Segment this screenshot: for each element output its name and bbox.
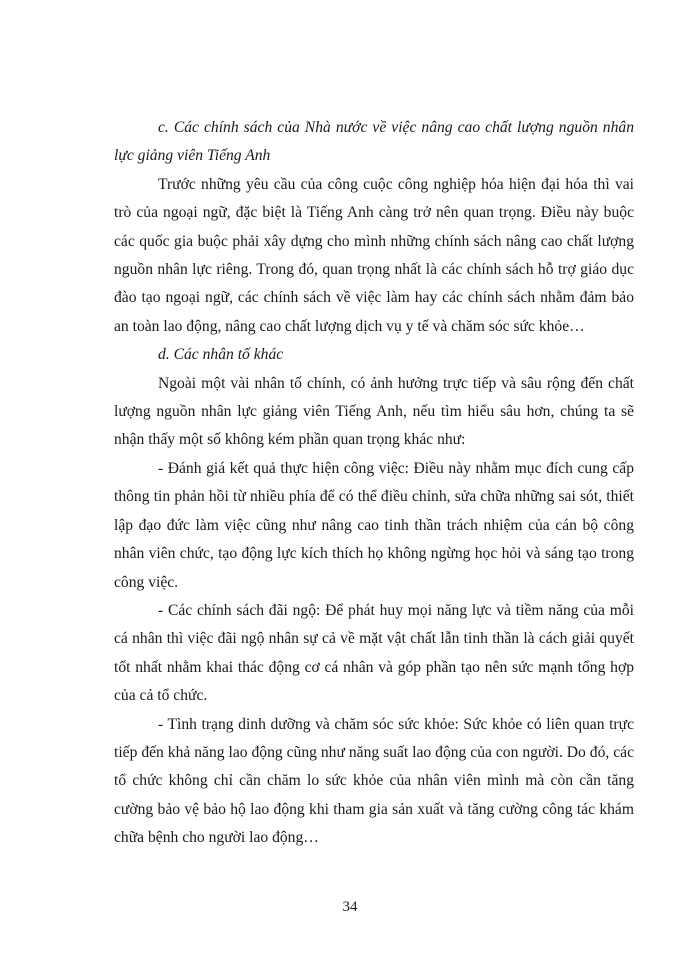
section-d-heading: d. Các nhân tố khác (158, 346, 284, 364)
section-d-item-health: - Tình trạng dinh dưỡng và chăm sóc sức khỏe: Sức khỏe có liên quan trực tiếp đến khả năng lao động cũng như năng suất lao động của con người. Do đó, các tổ chức không chỉ cần chăm lo sức khỏe của nhân viên mình mà còn cần tăng cường bảo vệ bảo hộ lao động khi tham gia sản xuất và tăng cường công tác khám chữa bệnh cho người lao động… (114, 715, 634, 847)
section-c-heading: c. Các chính sách của Nhà nước về việc nâng cao chất lượng nguồn nhân lực giảng viên Tiếng Anh (114, 119, 634, 165)
section-d-item-remuneration: - Các chính sách đãi ngộ: Để phát huy mọi năng lực và tiềm năng của mỗi cá nhân thì việc đãi ngộ nhân sự cả về mặt vật chất lẫn tinh thần là cách giải quyết tốt nhất nhằm khai thác động cơ cá nhân và góp phần tạo nên sức mạnh tổng hợp của cả tổ chức. (114, 601, 634, 705)
section-c-paragraph: Trước những yêu cầu của công cuộc công nghiệp hóa hiện đại hóa thì vai trò của ngoại ngữ, đặc biệt là Tiếng Anh càng trở nên quan trọng. Điều này buộc các quốc gia buộc phải xây dựng cho mình những chính sách nâng cao chất lượng nguồn nhân lực riêng. Trong đó, quan trọng nhất là các chính sách hỗ trợ giáo dục đào tạo ngoại ngữ, các chính sách về việc làm hay các chính sách nhằm đảm bảo an toàn lao động, nâng cao chất lượng dịch vụ y tế và chăm sóc sức khỏe… (114, 175, 634, 335)
page-content (114, 114, 634, 853)
section-d-item-evaluation: - Đánh giá kết quả thực hiện công việc: Điều này nhằm mục đích cung cấp thông tin phản hồi từ nhiều phía để có thể điều chỉnh, sửa chữa những sai sót, thiết lập đạo đức làm việc cũng như nâng cao tinh thần trách nhiệm của cán bộ công nhân viên chức, tạo động lực kích thích họ không ngừng học hỏi và sáng tạo trong công việc. (114, 459, 634, 591)
page-number: 34 (342, 899, 358, 915)
section-d-intro: Ngoài một vài nhân tố chính, có ảnh hưởng trực tiếp và sâu rộng đến chất lượng nguồn nhân lực giảng viên Tiếng Anh, nếu tìm hiểu sâu hơn, chúng ta sẽ nhận thấy một số không kém phần quan trọng khác như: (114, 374, 634, 449)
